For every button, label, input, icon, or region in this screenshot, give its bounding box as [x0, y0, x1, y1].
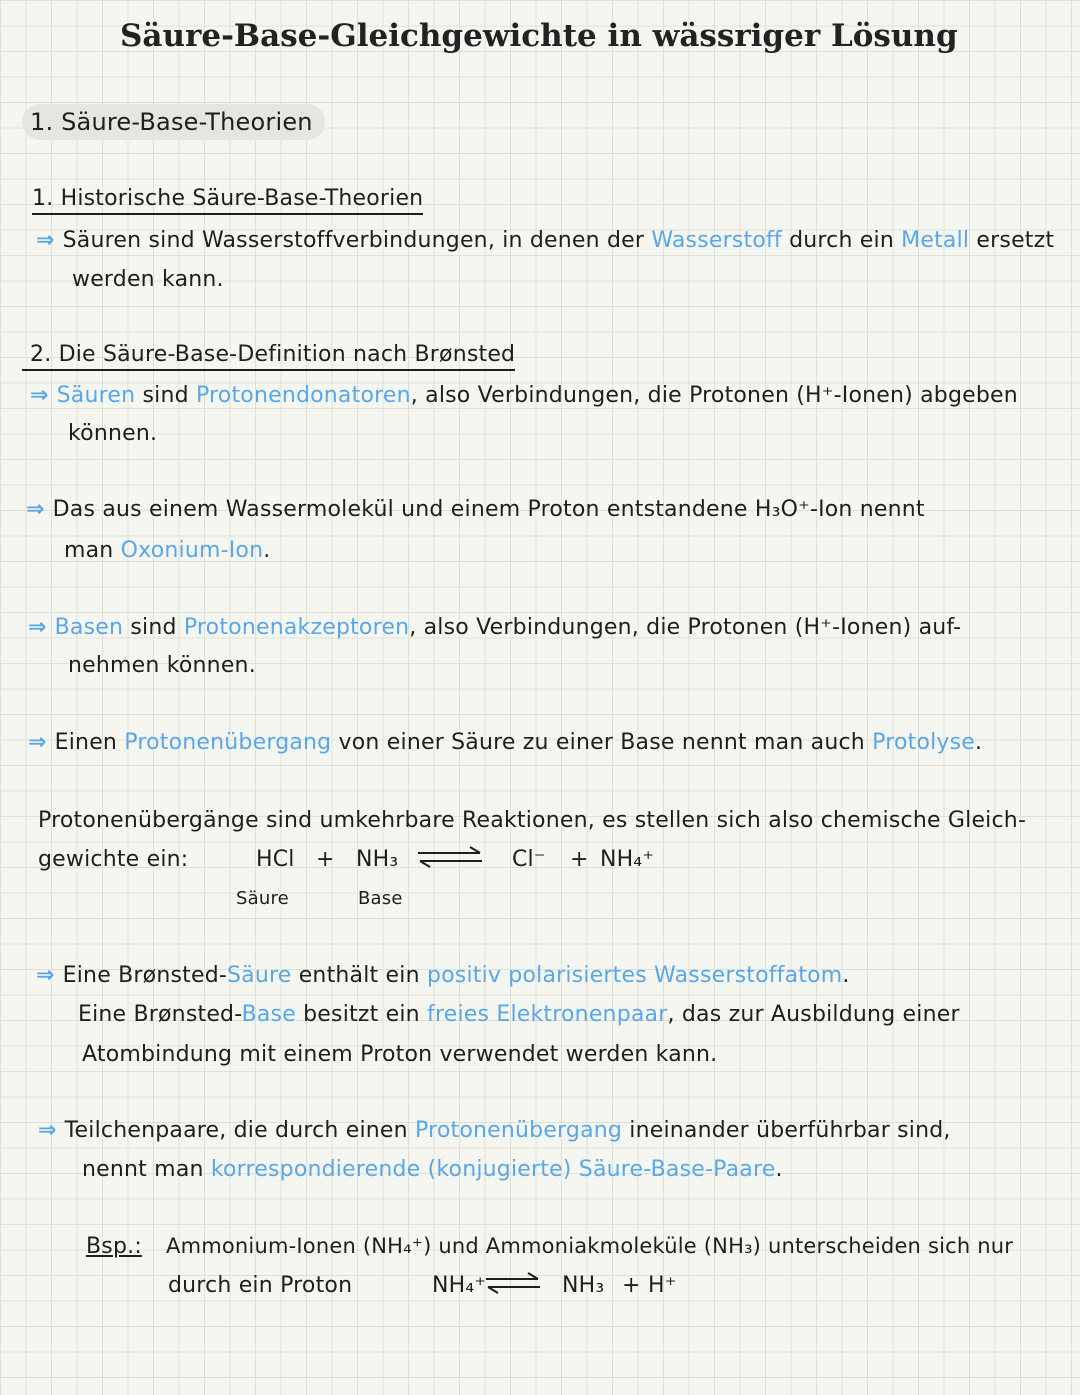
paragraph-bronsted-acid: ⇒ Eine Brønsted-Säure enthält ein positiv polarisiertes Wasserstoffatom.	[36, 963, 850, 988]
paragraph-oxonium-line2: man Oxonium-Ion.	[64, 538, 271, 563]
formula-plus: +	[622, 1273, 641, 1298]
paragraph-bronsted-base-line2: Atombindung mit einem Proton verwendet werden kann.	[82, 1042, 718, 1067]
implies-arrow-icon: ⇒	[36, 963, 55, 988]
paragraph-acids-line1: ⇒ Säuren sind Protonendonatoren, also Verbindungen, die Protonen (H⁺-Ionen) abgeben	[30, 383, 1018, 408]
implies-arrow-icon: ⇒	[36, 228, 55, 253]
equilibrium-arrow-icon	[484, 1272, 542, 1294]
equilibrium-text-line1: Protonenübergänge sind umkehrbare Reaktionen, es stellen sich also chemische Gleich-	[38, 808, 1027, 833]
subheading-bronsted: 2. Die Säure-Base-Definition nach Brønsted	[22, 342, 515, 371]
paragraph-bronsted-base-line1: Eine Brønsted-Base besitzt ein freies Elektronenpaar, das zur Ausbildung einer	[78, 1002, 960, 1027]
paragraph-conjugate-line2: nennt man korrespondierende (konjugierte) Säure-Base-Paare.	[82, 1157, 783, 1182]
paragraph-bases-line2: nehmen können.	[68, 653, 256, 678]
formula-cl: Cl⁻	[512, 847, 546, 872]
paragraph-acids-line2: können.	[68, 421, 158, 446]
equilibrium-arrow-icon	[416, 846, 484, 868]
formula-hcl: HCl	[256, 847, 295, 872]
formula-nh3: NH₃	[562, 1273, 605, 1298]
example-line1: Ammonium-Ionen (NH₄⁺) und Ammoniakmoleküle (NH₃) unterscheiden sich nur	[166, 1234, 1014, 1258]
paragraph-historical-line1: ⇒ Säuren sind Wasserstoffverbindungen, in denen der Wasserstoff durch ein Metall ersetzt	[36, 228, 1055, 253]
implies-arrow-icon: ⇒	[28, 730, 47, 755]
label-base: Base	[358, 888, 403, 909]
implies-arrow-icon: ⇒	[38, 1118, 57, 1143]
formula-h-plus: H⁺	[648, 1273, 677, 1298]
example-label: Bsp.:	[86, 1234, 142, 1259]
section-heading: 1. Säure-Base-Theorien	[22, 104, 325, 140]
subheading-historical: 1. Historische Säure-Base-Theorien	[32, 186, 423, 215]
paragraph-protolysis: ⇒ Einen Protonenübergang von einer Säure zu einer Base nennt man auch Protolyse.	[28, 730, 983, 755]
formula-plus: +	[316, 847, 335, 872]
paragraph-conjugate-line1: ⇒ Teilchenpaare, die durch einen Protonenübergang ineinander überführbar sind,	[38, 1118, 951, 1143]
page-title: Säure-Base-Gleichgewichte in wässriger Lösung	[120, 18, 958, 54]
paragraph-oxonium-line1: ⇒ Das aus einem Wassermolekül und einem Proton entstandene H₃O⁺-Ion nennt	[26, 497, 925, 522]
implies-arrow-icon: ⇒	[28, 615, 47, 640]
formula-plus: +	[570, 847, 589, 872]
paragraph-bases-line1: ⇒ Basen sind Protonenakzeptoren, also Verbindungen, die Protonen (H⁺-Ionen) auf-	[28, 615, 962, 640]
formula-nh4: NH₄⁺	[600, 847, 655, 872]
implies-arrow-icon: ⇒	[30, 383, 49, 408]
formula-nh3: NH₃	[356, 847, 399, 872]
paragraph-historical-line2: werden kann.	[72, 267, 224, 292]
formula-nh4: NH₄⁺	[432, 1273, 487, 1298]
equilibrium-text-line2: gewichte ein:	[38, 847, 189, 872]
label-acid: Säure	[236, 888, 289, 909]
implies-arrow-icon: ⇒	[26, 497, 45, 522]
example-line2: durch ein Proton	[168, 1273, 353, 1298]
